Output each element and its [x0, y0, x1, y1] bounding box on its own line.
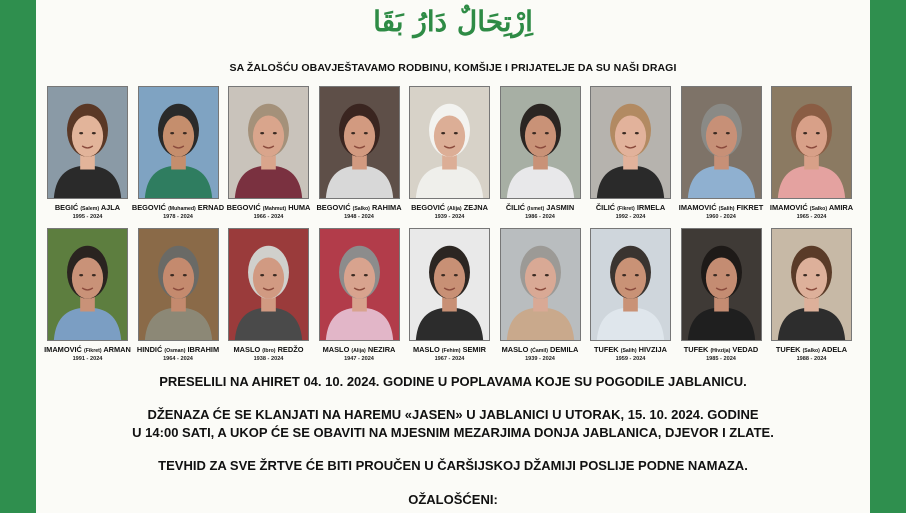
surname: IMAMOVIĆ — [44, 345, 82, 354]
surname: BEGOVIĆ — [131, 203, 166, 212]
surname: HINDIĆ — [136, 345, 163, 354]
surname: TUFEK — [683, 345, 709, 354]
portrait-photo — [500, 86, 581, 199]
portrait-photo — [138, 228, 219, 341]
life-years: 1964 - 2024 — [163, 356, 193, 362]
first-name: ARMAN — [103, 345, 131, 354]
person-name — [765, 203, 858, 214]
surname: IMAMOVIĆ — [769, 203, 808, 212]
surname: BEGOVIĆ — [316, 203, 351, 212]
portrait-photo — [319, 228, 400, 341]
surname: TUFEK — [594, 345, 619, 354]
person-name — [494, 203, 587, 214]
father-name: (Fikret) — [83, 348, 102, 354]
person-name — [222, 203, 315, 214]
first-name: JASMIN — [546, 203, 575, 212]
life-years: 1978 - 2024 — [163, 214, 193, 220]
life-years: 1947 - 2024 — [344, 356, 374, 362]
funeral-info-line-1: DŽENAZA ĆE SE KLANJATI NA HAREMU «JASEN» U JABLANICI U UTORAK, 15. 10. 2024. GODINE — [147, 407, 759, 422]
surname: MASLO — [322, 345, 350, 354]
first-name: HIVZIJA — [638, 345, 667, 354]
father-name: (Ismet) — [527, 206, 545, 212]
surname: ČILIĆ — [595, 203, 616, 212]
life-years: 1948 - 2024 — [344, 214, 374, 220]
father-name: (Salko) — [802, 348, 820, 354]
intro-text: SA ŽALOŠĆU OBAVJEŠTAVAMO RODBINU, KOMŠIJE I PRIJATELJE DA SU NAŠI DRAGI — [229, 62, 677, 74]
father-name: (Alija) — [351, 348, 366, 354]
portrait-photo — [771, 228, 852, 341]
father-name: (Osman) — [164, 348, 186, 354]
person-name — [313, 345, 406, 356]
person-name — [41, 203, 134, 214]
father-name: (Fikret) — [617, 206, 635, 212]
surname: MASLO — [413, 345, 440, 354]
portrait-photo — [228, 228, 309, 341]
person-name — [132, 345, 225, 356]
life-years: 1938 - 2024 — [253, 356, 284, 362]
person-name — [584, 345, 677, 356]
portrait-photo — [228, 86, 309, 199]
life-years: 1959 - 2024 — [615, 356, 646, 362]
surname: MASLO — [233, 345, 261, 354]
father-name: (Hivzija) — [710, 348, 731, 354]
first-name: ZEJNA — [463, 203, 488, 212]
first-name: REDŽO — [277, 345, 304, 354]
father-name: (Ćamil) — [530, 348, 548, 354]
life-years: 1939 - 2024 — [434, 214, 465, 220]
tevhid-info-text: TEVHID ZA SVE ŽRTVE ĆE BITI PROUČEN U ČARŠIJSKOJ DŽAMIJI POSLIJE PODNE NAMAZA. — [158, 458, 748, 473]
father-name: (Ibro) — [262, 348, 276, 354]
mourners-heading: OŽALOŠĆENI: — [408, 492, 498, 507]
portrait-photo — [500, 228, 581, 341]
surname: BEGIĆ — [54, 203, 79, 212]
funeral-info-line-2: U 14:00 SATI, A UKOP ĆE SE OBAVITI NA MJESNIM MEZARJIMA DONJA JABLANICA, DJEVOR I ZLATE. — [132, 425, 774, 440]
life-years: 1960 - 2024 — [706, 214, 736, 220]
person-name — [41, 345, 134, 356]
father-name: (Salko) — [352, 206, 370, 212]
surname: BEGOVIĆ — [411, 203, 446, 212]
portrait-photo — [771, 86, 852, 199]
person-name — [494, 345, 587, 356]
first-name: AMIRA — [828, 203, 854, 212]
first-name: ADELA — [821, 345, 848, 354]
life-years: 1965 - 2024 — [796, 214, 827, 220]
portrait-photo — [319, 86, 400, 199]
person-name — [584, 203, 677, 214]
father-name: (Muhamed) — [168, 206, 196, 212]
first-name: HUMA — [288, 203, 311, 212]
first-name: IRMELA — [636, 203, 666, 212]
father-name: (Salem) — [80, 206, 100, 212]
portrait-photo — [409, 228, 490, 341]
life-years: 1967 - 2024 — [434, 356, 465, 362]
portrait-row-1 — [47, 86, 859, 226]
person-name — [403, 203, 496, 214]
portrait-row-2 — [44, 228, 859, 368]
obituary-page — [36, 0, 870, 513]
life-years: 1992 - 2024 — [615, 214, 646, 220]
person-name — [675, 345, 768, 356]
portrait-photo — [409, 86, 490, 199]
father-name: (Alija) — [447, 206, 462, 212]
passing-date-text: PRESELILI NA AHIRET 04. 10. 2024. GODINE U POPLAVAMA KOJE SU POGODILE JABLANICU. — [159, 374, 747, 389]
father-name: (Salih) — [620, 348, 637, 354]
life-years: 1966 - 2024 — [253, 214, 284, 220]
portrait-photo — [138, 86, 219, 199]
surname: TUFEK — [775, 345, 801, 354]
surname: MASLO — [501, 345, 529, 354]
portrait-photo — [681, 86, 762, 199]
person-name — [765, 345, 858, 356]
person-name — [675, 203, 768, 214]
father-name: (Salko) — [809, 206, 828, 212]
portrait-photo — [47, 228, 128, 341]
person-name — [132, 203, 225, 214]
father-name: (Mahmut) — [262, 206, 287, 212]
first-name: FIKRET — [736, 203, 764, 212]
first-name: DEMILA — [550, 345, 579, 354]
first-name: VEDAD — [732, 345, 759, 354]
life-years: 1986 - 2024 — [525, 214, 555, 220]
portrait-photo — [681, 228, 762, 341]
surname: BEGOVIĆ — [226, 203, 261, 212]
life-years: 1939 - 2024 — [525, 356, 555, 362]
first-name: RAHIMA — [371, 203, 402, 212]
life-years: 1995 - 2024 — [72, 214, 103, 220]
first-name: SEMIR — [462, 345, 486, 354]
life-years: 1985 - 2024 — [706, 356, 736, 362]
first-name: AJLA — [100, 203, 121, 212]
person-name — [403, 345, 496, 356]
person-name — [222, 345, 315, 356]
life-years: 1991 - 2024 — [72, 356, 103, 362]
first-name: IBRAHIM — [187, 345, 220, 354]
first-name: NEZIRA — [367, 345, 396, 354]
portrait-photo — [590, 86, 671, 199]
arabic-calligraphy-title: اِرْتِحَالٌ دَارُ بَقَا — [373, 5, 533, 38]
portrait-photo — [590, 228, 671, 341]
person-name — [313, 203, 406, 214]
life-years: 1988 - 2024 — [796, 356, 827, 362]
father-name: (Fehim) — [441, 348, 461, 354]
first-name: ERNAD — [197, 203, 225, 212]
surname: ČILIĆ — [505, 203, 526, 212]
father-name: (Salih) — [718, 206, 735, 212]
portrait-photo — [47, 86, 128, 199]
surname: IMAMOVIĆ — [678, 203, 717, 212]
